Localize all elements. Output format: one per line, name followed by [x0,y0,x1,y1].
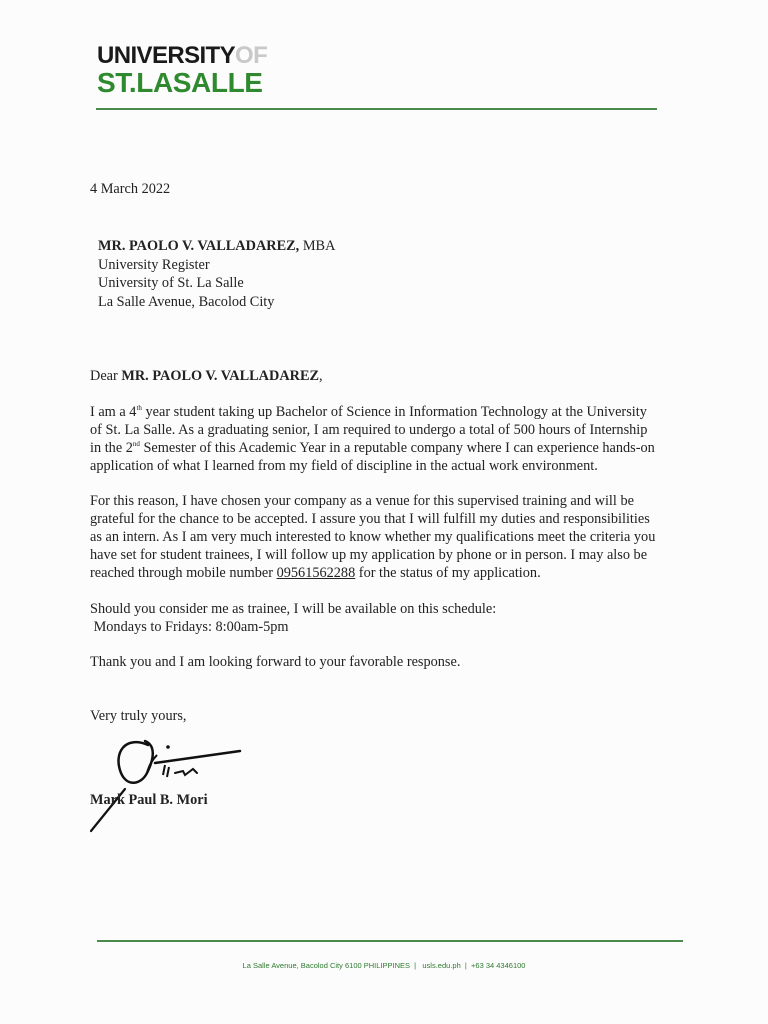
footer-contact-info: La Salle Avenue, Bacolod City 6100 PHILIPPINES | usls.edu.ph | +63 34 4346100 [242,961,526,970]
university-logo [97,44,267,97]
handwritten-signature [85,733,245,833]
recipient-organization: University of St. La Salle [98,275,244,291]
logo-word-stlasalle: ST.LASALLE [97,67,263,98]
recipient-address: La Salle Avenue, Bacolod City [98,293,275,310]
complimentary-closing: Very truly yours, [90,708,187,724]
salutation: Dear MR. PAOLO V. VALLADAREZ, [90,368,323,384]
signatory-name: Mark Paul B. Mori [90,792,208,808]
recipient-title: University Register [98,256,210,273]
recipient-name: MR. PAOLO V. VALLADAREZ, [98,238,300,254]
body-paragraph-3: Should you consider me as trainee, I will be available on this schedule: Mondays to Fridays: 8:00am-5pm [90,601,497,635]
mobile-number-link[interactable]: 09561562288 [276,565,356,581]
body-paragraph-4: Thank you and I am looking forward to your favorable response. [90,654,461,670]
letter-date: 4 March 2022 [90,181,171,197]
body-paragraph-1: I am a 4th year student taking up Bachelor of Science in Information Technology at the University of St. La Salle. As a graduating senior, I am required to undergo a total of 500 hours of Internship in the 2nd Semester of this Academic Year in a reputable company where I can experience hands-on application of what I learned from my field of discipline in the actual work environment. [90,404,655,474]
header-divider [96,108,657,110]
body-paragraph-2: For this reason, I have chosen your company as a venue for this supervised training and will be grateful for the chance to be accepted. I assure you that I will fulfill my duties and responsibilities as an intern. As I am very much interested to know whether my qualifications meet the criteria you have set for student trainees, I will follow up my application by phone or in person. I may also be reached through mobile number 09561562288 for the status of my application. [90,493,656,581]
footer-divider [97,940,683,942]
logo-word-university: UNIVERSITY [97,42,236,69]
recipient-address-block [98,237,335,311]
logo-word-of: OF [235,42,268,69]
recipient-suffix: MBA [299,238,336,254]
salutation-name: MR. PAOLO V. VALLADAREZ [121,368,320,384]
